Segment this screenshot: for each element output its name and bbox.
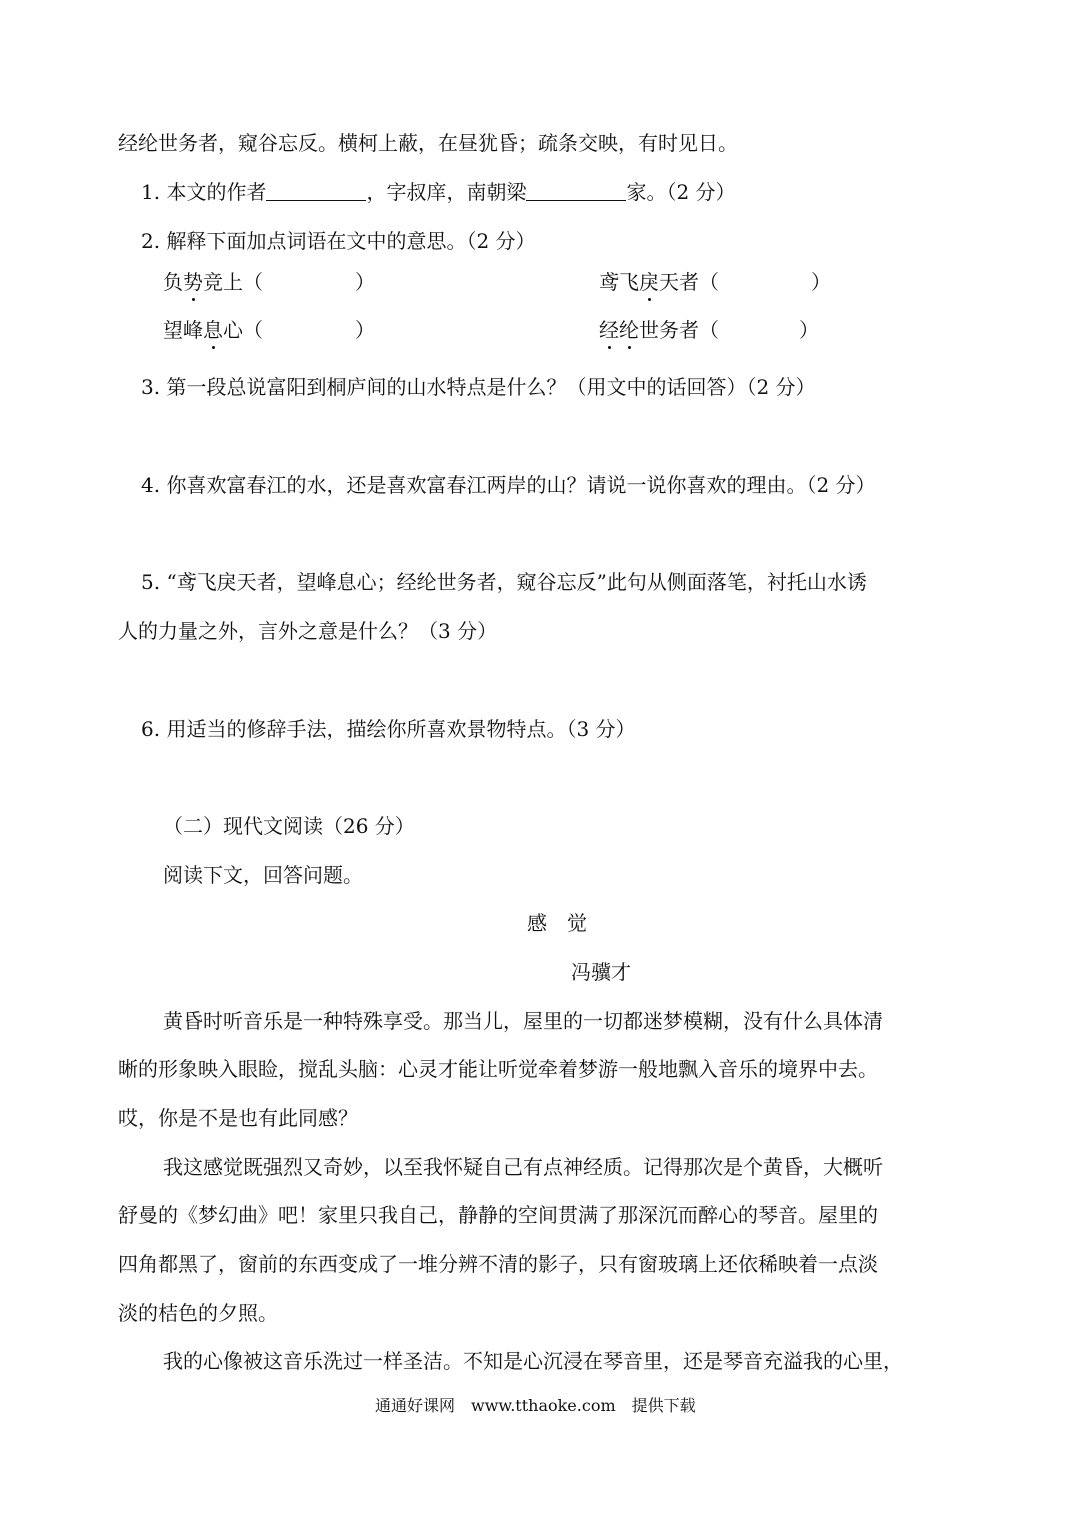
paragraph-2-line-3: 四角都黑了，窗前的东西变成了一堆分辨不清的影子，只有窗玻璃上还依稀映着一点淡 <box>118 1252 878 1276</box>
paragraph-1-line-1: 黄昏时听音乐是一种特殊享受。那当儿，屋里的一切都迷梦模糊，没有什么具体清 <box>163 1009 883 1033</box>
q2-item-text: 世务者（ <box>639 318 719 342</box>
q2-item-2 <box>599 269 831 295</box>
dotted-character: 纶 <box>619 318 639 342</box>
page-footer: 通通好课网 www.tthaoke.com 提供下载 <box>375 1396 696 1415</box>
question-2: 2. 解释下面加点词语在文中的意思。（2 分） <box>141 229 536 253</box>
question-3: 3. 第一段总说富阳到桐庐间的山水特点是什么？（用文中的话回答）（2 分） <box>141 375 816 399</box>
q2-item-text: ） <box>799 318 819 342</box>
dotted-character: 息 <box>203 318 223 342</box>
dotted-character: 经 <box>599 318 619 342</box>
question-1 <box>141 179 736 205</box>
q2-item-text: 负 <box>163 270 183 294</box>
dotted-character: 戾 <box>639 270 659 294</box>
answer-blank-genre[interactable] <box>526 180 626 201</box>
paragraph-2-line-2: 舒曼的《梦幻曲》吧！家里只我自己，静静的空间贯满了那深沉而醉心的琴音。屋里的 <box>118 1203 878 1227</box>
answer-blank-author[interactable] <box>266 180 366 201</box>
reading-instruction: 阅读下文，回答问题。 <box>163 863 363 887</box>
section-heading: （二）现代文阅读（26 分） <box>163 814 415 838</box>
q2-item-text: ） <box>811 270 831 294</box>
question-4: 4. 你喜欢富春江的水，还是喜欢富春江两岸的山？请说一说你喜欢的理由。（2 分） <box>141 473 876 497</box>
q1-text-b: ，字叔庠，南朝梁 <box>366 180 527 204</box>
question-5-line-2: 人的力量之外，言外之意是什么？（3 分） <box>118 619 498 643</box>
q2-item-text: 天者（ <box>659 270 719 294</box>
paragraph-1-line-3: 哎，你是不是也有此同感？ <box>118 1106 358 1130</box>
paragraph-1-line-2: 晰的形象映入眼睑，搅乱头脑：心灵才能让听觉牵着梦游一般地飘入音乐的境界中去。 <box>118 1057 878 1081</box>
q2-item-4 <box>599 317 819 343</box>
q2-item-text: ） <box>355 318 375 342</box>
q2-item-text: 望峰 <box>163 318 203 342</box>
question-5-line-1: 5. “鸢飞戾天者，望峰息心；经纶世务者，窥谷忘反”此句从侧面落笔，衬托山水诱 <box>141 570 867 594</box>
q2-item-text: ） <box>355 270 375 294</box>
question-6: 6. 用适当的修辞手法，描绘你所喜欢景物特点。（3 分） <box>141 717 636 741</box>
article-author: 冯骥才 <box>571 960 631 984</box>
paragraph-2-line-4: 淡的桔色的夕照。 <box>118 1301 278 1325</box>
article-title: 感 觉 <box>527 911 587 935</box>
q2-item-text: 竞上（ <box>203 270 263 294</box>
q2-item-text: 鸢飞 <box>599 270 639 294</box>
paragraph-2-line-1: 我这感觉既强烈又奇妙，以至我怀疑自己有点神经质。记得那次是个黄昏，大概听 <box>163 1155 883 1179</box>
q2-item-3 <box>163 317 375 343</box>
q1-text-a: 1. 本文的作者 <box>141 180 267 204</box>
dotted-character: 势 <box>183 270 203 294</box>
paragraph-3-line-1: 我的心像被这音乐洗过一样圣洁。不知是心沉浸在琴音里，还是琴音充溢我的心里， <box>163 1349 903 1373</box>
q2-item-1 <box>163 269 375 295</box>
q2-item-text: 心（ <box>223 318 263 342</box>
passage-line: 经纶世务者，窥谷忘反。横柯上蔽，在昼犹昏；疏条交映，有时见日。 <box>118 131 738 155</box>
q1-text-c: 家。（2 分） <box>626 180 736 204</box>
